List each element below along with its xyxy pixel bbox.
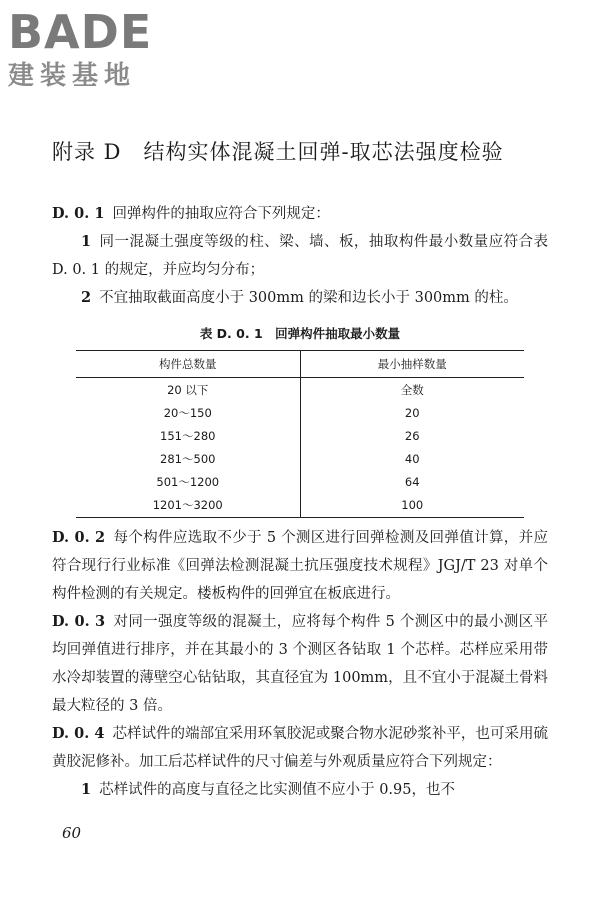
table-row (76, 424, 524, 447)
clause-text: 芯样试件的端部宜采用环氧胶泥或聚合物水泥砂浆补平，也可采用硫黄胶泥修补。加工后芯样试件的尺寸偏差与外观质量应符合下列规定： (52, 726, 548, 770)
clause-d01-item-2 (52, 284, 548, 312)
table-row (76, 401, 524, 424)
sampling-table (76, 350, 524, 518)
header-min-sample: 最小抽样数量 (300, 351, 524, 378)
item-text: 同一混凝土强度等级的柱、梁、墙、板，抽取构件最小数量应符合表 D. 0. 1 的规定，并应均匀分布； (52, 234, 548, 278)
cell-sample: 64 (404, 474, 420, 489)
cell-total: 501～1200 (76, 470, 300, 493)
clause-d04 (52, 720, 548, 776)
document-body (52, 200, 548, 804)
clause-d01 (52, 200, 548, 228)
clause-number: D. 0. 1 (52, 205, 105, 222)
cell-total: 20～150 (76, 401, 300, 424)
header-total-count: 构件总数量 (76, 351, 300, 378)
table-row (76, 493, 524, 518)
cell-sample: 100 (401, 497, 424, 512)
item-number: 1 (81, 781, 92, 798)
clause-text: 回弹构件的抽取应符合下列规定： (112, 206, 330, 222)
clause-number: D. 0. 2 (52, 529, 106, 546)
logo-text: BADE (8, 5, 153, 59)
cell-total: 281～500 (76, 447, 300, 470)
cell-total: 151～280 (76, 424, 300, 447)
clause-d02 (52, 524, 548, 608)
clause-number: D. 0. 3 (52, 613, 106, 630)
clause-d01-item-1 (52, 228, 548, 284)
table-row (76, 378, 524, 402)
clause-number: D. 0. 4 (52, 725, 105, 742)
table-caption: 表 D. 0. 1 回弹构件抽取最小数量 (199, 326, 401, 341)
item-number: 1 (81, 233, 92, 250)
item-text: 不宜抽取截面高度小于 300mm 的梁和边长小于 300mm 的柱。 (99, 290, 518, 306)
clause-d03 (52, 608, 548, 720)
clause-text: 每个构件应选取不少于 5 个测区进行回弹检测及回弹值计算，并应符合现行行业标准《回弹法检测混凝土抗压强度技术规程》JGJ/T 23 对单个构件检测的有关规定。楼板构件的回弹宜在板底进行。 (52, 530, 548, 602)
clause-d04-item-1 (52, 776, 548, 804)
cell-sample: 全数 (400, 382, 424, 397)
cell-sample: 20 (404, 405, 420, 420)
page-number: 60 (62, 824, 82, 842)
clause-text: 对同一强度等级的混凝土，应将每个构件 5 个测区中的最小测区平均回弹值进行排序，并在其最小的 3 个测区各钻取 1 个芯样。芯样应采用带水冷却装置的薄壁空心钻钻取，其直径宜为 100mm，且不宜小于混凝土骨料最大粒径的 3 倍。 (52, 614, 548, 714)
appendix-title: 附录 D 结构实体混凝土回弹-取芯法强度检验 (52, 140, 504, 164)
table-header-row (76, 351, 524, 378)
logo-subtitle: 建装基地 (8, 61, 137, 91)
cell-total: 20 以下 (76, 378, 300, 402)
item-text: 芯样试件的高度与直径之比实测值不应小于 0.95，也不 (99, 782, 455, 798)
item-number: 2 (81, 289, 92, 306)
cell-sample: 40 (404, 451, 420, 466)
bade-logo (8, 6, 188, 96)
table-row (76, 470, 524, 493)
cell-sample: 26 (404, 428, 420, 443)
cell-total: 1201～3200 (76, 493, 300, 518)
table-row (76, 447, 524, 470)
